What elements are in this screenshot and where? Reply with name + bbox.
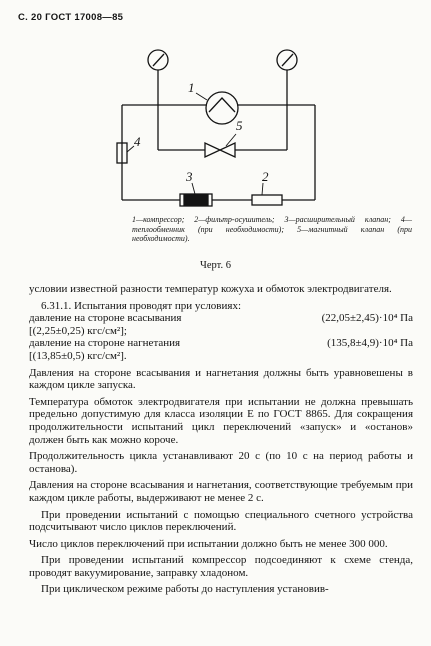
expansion-valve-symbol: [180, 194, 212, 206]
discharge-value: (135,8±4,9)·10⁴ Па: [327, 337, 413, 350]
discharge-label: давление на стороне нагнетания: [29, 337, 181, 350]
suction-label: давление на стороне всасывания: [29, 312, 182, 325]
paragraph: При циклическом режиме работы до наступления установив-: [41, 583, 329, 596]
compressor-symbol: [206, 92, 238, 124]
discharge-pressure-row: [29, 337, 413, 350]
label-filter-drier: 2: [262, 169, 269, 184]
suction-pressure-row: [29, 312, 413, 325]
paragraph: 6.31.1. Испытания проводят при условиях:: [41, 299, 242, 312]
discharge-pressure-gauge: [277, 50, 297, 70]
paragraph: При проведении испытаний компрессор подсоединяют к схеме стенда, проводят вакуумирование, заправку хладоном.: [29, 554, 413, 579]
paragraph: Температура обмоток электродвигателя при испытании не должна превышать предельно допустимую для класса изоляции Е по ГОСТ 8865. Для сокращения продолжительности испытаний цикл переключений «запуск» и «останов» должен быть как можно короче.: [29, 395, 413, 446]
paragraph: Число циклов переключений при испытании должно быть не менее 300 000.: [29, 537, 388, 550]
suction-pressure-gauge: [148, 50, 168, 70]
label-compressor: 1: [188, 80, 195, 95]
paragraph: условии известной разности температур кожуха и обмоток электродвигателя.: [29, 283, 392, 295]
suction-kgf: [(2,25±0,25) кгс/см²];: [29, 324, 127, 337]
label-heat-exchanger: 4: [134, 134, 141, 149]
paragraph: Давления на стороне всасывания и нагнетания, соответствующие требуемым при каждом цикле работы, выдерживают не менее 2 с.: [29, 479, 413, 504]
label-expansion-valve: 3: [186, 169, 193, 184]
figure-caption: Черт. 6: [200, 260, 231, 271]
magnetic-valve-symbol: [205, 143, 235, 157]
paragraph: Давления на стороне всасывания и нагнетания должны быть уравновешены в каждом цикле запуска.: [29, 366, 413, 392]
paragraph: Продолжительность цикла устанавливают 20 с (по 10 с на период работы и останова).: [29, 450, 413, 475]
pipeline: [122, 70, 315, 200]
body-text: [29, 283, 413, 600]
paragraph: При проведении испытаний с помощью специального счетного устройства подсчитывают число циклов переключений.: [29, 508, 413, 534]
filter-drier-symbol: [252, 195, 282, 205]
figure-legend: 1—компрессор; 2—фильтр-осушитель; 3—расширительный клапан; 4—теплообменник (при необходимости); 5—магнитный клапан (при необходимости).: [132, 215, 412, 243]
page-header: С. 20 ГОСТ 17008—85: [18, 12, 124, 23]
discharge-kgf: [(13,85±0,5) кгс/см²].: [29, 349, 127, 362]
suction-value: (22,05±2,45)·10⁴ Па: [321, 312, 413, 325]
label-magnetic-valve: 5: [236, 118, 243, 133]
